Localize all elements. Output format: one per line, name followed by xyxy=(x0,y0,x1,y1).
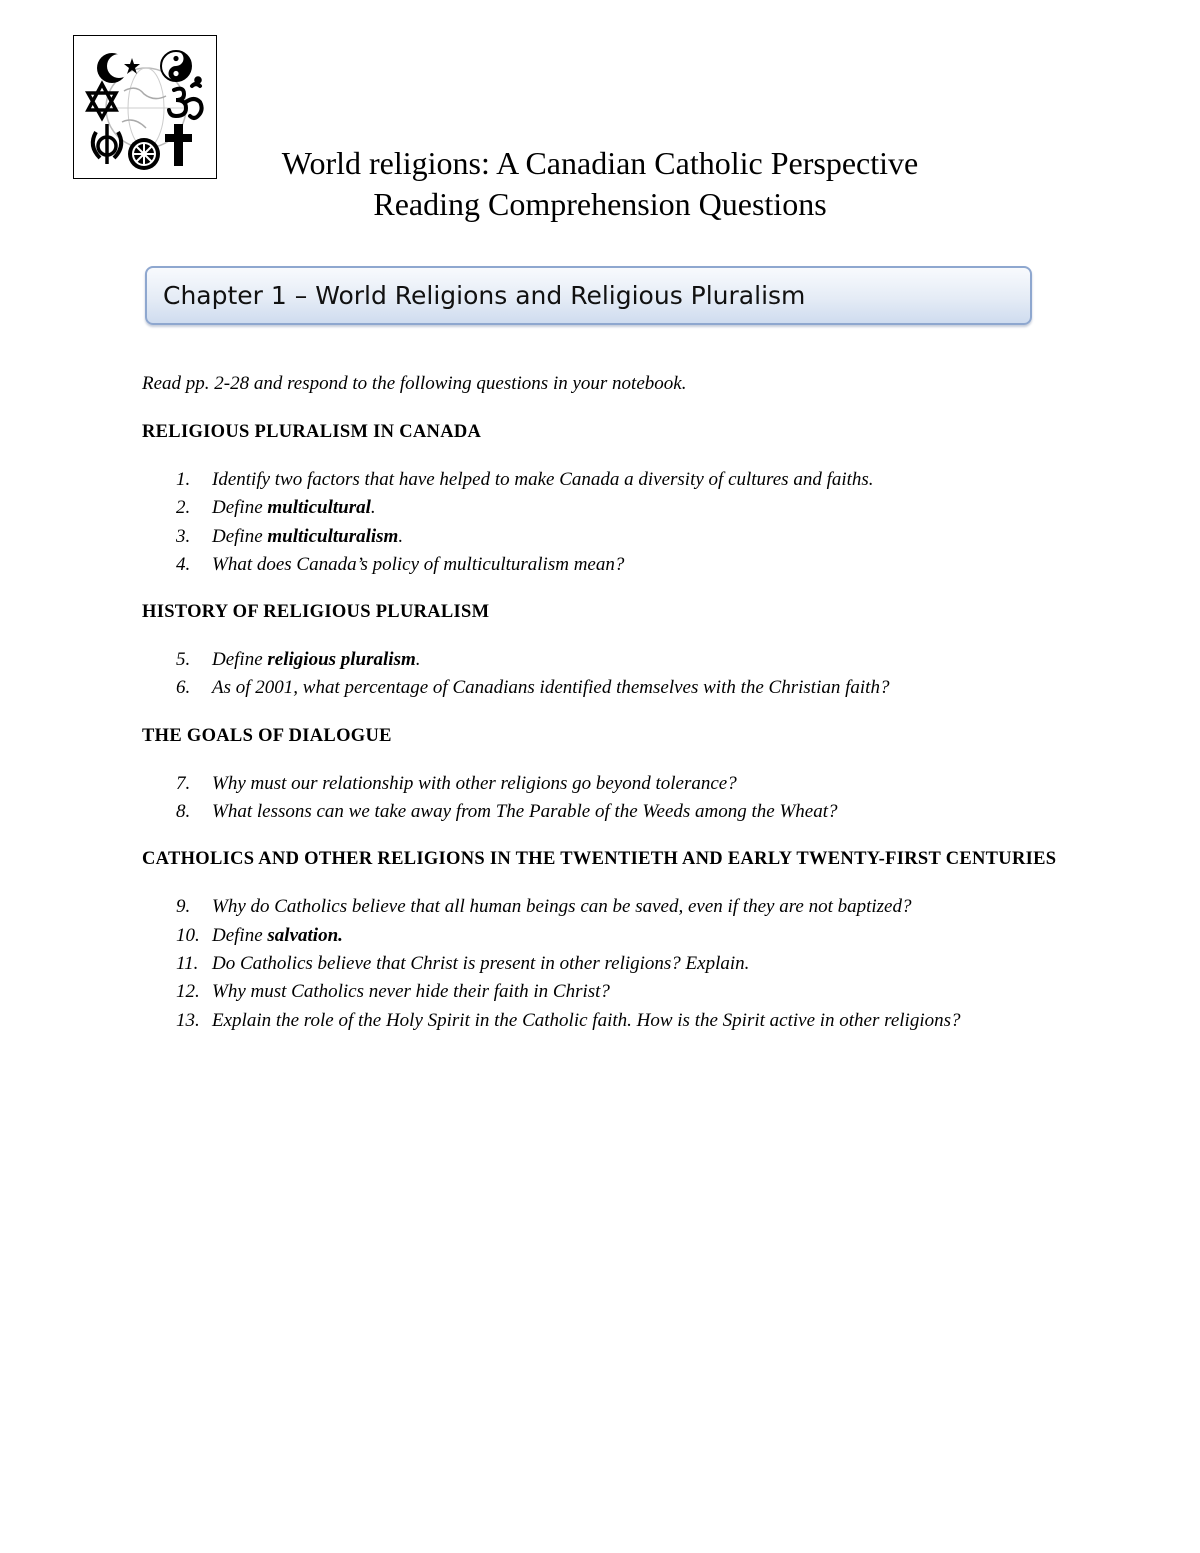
question-text-lead: Explain the role of the Holy Spirit in the Catholic faith. How is the Spirit active in other religions? xyxy=(212,1009,961,1031)
question-text xyxy=(212,646,1072,674)
questions-content xyxy=(142,370,1072,1054)
question-text-lead: Do Catholics believe that Christ is present in other religions? Explain. xyxy=(212,952,750,974)
chapter-banner xyxy=(145,266,1032,325)
question-number: 4. xyxy=(176,553,191,575)
defined-term: religious pluralism xyxy=(267,649,416,671)
question-text xyxy=(212,798,1072,826)
question-text xyxy=(212,770,1072,798)
question-text xyxy=(212,466,1072,494)
yin-yang-icon xyxy=(161,51,191,81)
question-text-lead: Why do Catholics believe that all human beings can be saved, even if they are not baptized? xyxy=(212,896,912,918)
question-number: 3. xyxy=(176,525,191,547)
title-line-1: World religions: A Canadian Catholic Perspective xyxy=(281,145,919,181)
question-text xyxy=(212,551,1072,579)
defined-term: multiculturalism xyxy=(267,525,399,547)
question-text-lead: Define xyxy=(212,525,268,547)
question-number: 2. xyxy=(176,497,191,519)
question-text xyxy=(212,523,1072,551)
question-number: 7. xyxy=(176,772,191,794)
question-text-lead: Why must Catholics never hide their faith in Christ? xyxy=(212,981,610,1003)
question-item xyxy=(142,978,1072,1006)
title-line-2: Reading Comprehension Questions xyxy=(373,186,827,222)
question-list xyxy=(142,893,1072,1034)
star-of-david-icon xyxy=(88,84,116,118)
question-text xyxy=(212,674,1072,702)
question-text-lead: Define xyxy=(212,649,268,671)
question-text xyxy=(212,950,1072,978)
question-list xyxy=(142,646,1072,703)
question-number: 5. xyxy=(176,649,191,671)
reading-instructions: Read pp. 2-28 and respond to the following questions in your notebook. xyxy=(142,373,687,394)
question-text xyxy=(212,978,1072,1006)
question-text xyxy=(212,893,1072,921)
question-list xyxy=(142,466,1072,579)
question-text-lead: What does Canada’s policy of multiculturalism mean? xyxy=(212,553,625,575)
question-text-lead: Define xyxy=(212,497,268,519)
question-text-tail: . xyxy=(398,525,404,547)
question-item xyxy=(142,893,1072,921)
question-item xyxy=(142,1007,1072,1035)
question-number: 10. xyxy=(176,924,200,946)
section-heading: THE GOALS OF DIALOGUE xyxy=(142,725,392,746)
chapter-title: Chapter 1 – World Religions and Religious Pluralism xyxy=(163,281,806,310)
question-text-tail: . xyxy=(415,649,421,671)
question-number: 13. xyxy=(176,1009,200,1031)
defined-term: multicultural xyxy=(267,497,371,519)
question-item xyxy=(142,494,1072,522)
question-item xyxy=(142,674,1072,702)
question-number: 8. xyxy=(176,801,191,823)
question-item xyxy=(142,551,1072,579)
document-title xyxy=(0,143,1200,225)
question-text-lead: What lessons can we take away from The Parable of the Weeds among the Wheat? xyxy=(212,801,838,823)
question-text xyxy=(212,494,1072,522)
question-text xyxy=(212,922,1072,950)
question-item xyxy=(142,770,1072,798)
question-number: 6. xyxy=(176,677,191,699)
question-number: 9. xyxy=(176,896,191,918)
question-item xyxy=(142,922,1072,950)
question-text-lead: Identify two factors that have helped to make Canada a diversity of cultures and faiths. xyxy=(212,469,874,490)
question-item xyxy=(142,950,1072,978)
question-item xyxy=(142,523,1072,551)
question-list xyxy=(142,770,1072,827)
defined-term: salvation. xyxy=(267,924,343,946)
question-text-lead: As of 2001, what percentage of Canadians identified themselves with the Christian faith? xyxy=(212,677,890,699)
question-text xyxy=(212,1007,1072,1035)
question-sections xyxy=(142,418,1072,1035)
question-number: 1. xyxy=(176,469,191,490)
question-item xyxy=(142,466,1072,494)
question-text-lead: Define xyxy=(212,924,268,946)
section-heading: HISTORY OF RELIGIOUS PLURALISM xyxy=(142,602,490,623)
question-number: 12. xyxy=(176,981,200,1003)
section-heading: RELIGIOUS PLURALISM IN CANADA xyxy=(142,422,482,442)
question-number: 11. xyxy=(176,952,199,974)
section-heading: CATHOLICS AND OTHER RELIGIONS IN THE TWENTIETH AND EARLY TWENTY-FIRST CENTURIES xyxy=(142,849,1057,870)
question-item xyxy=(142,798,1072,826)
question-item xyxy=(142,646,1072,674)
question-text-lead: Why must our relationship with other religions go beyond tolerance? xyxy=(212,772,737,794)
question-text-tail: . xyxy=(370,497,376,519)
